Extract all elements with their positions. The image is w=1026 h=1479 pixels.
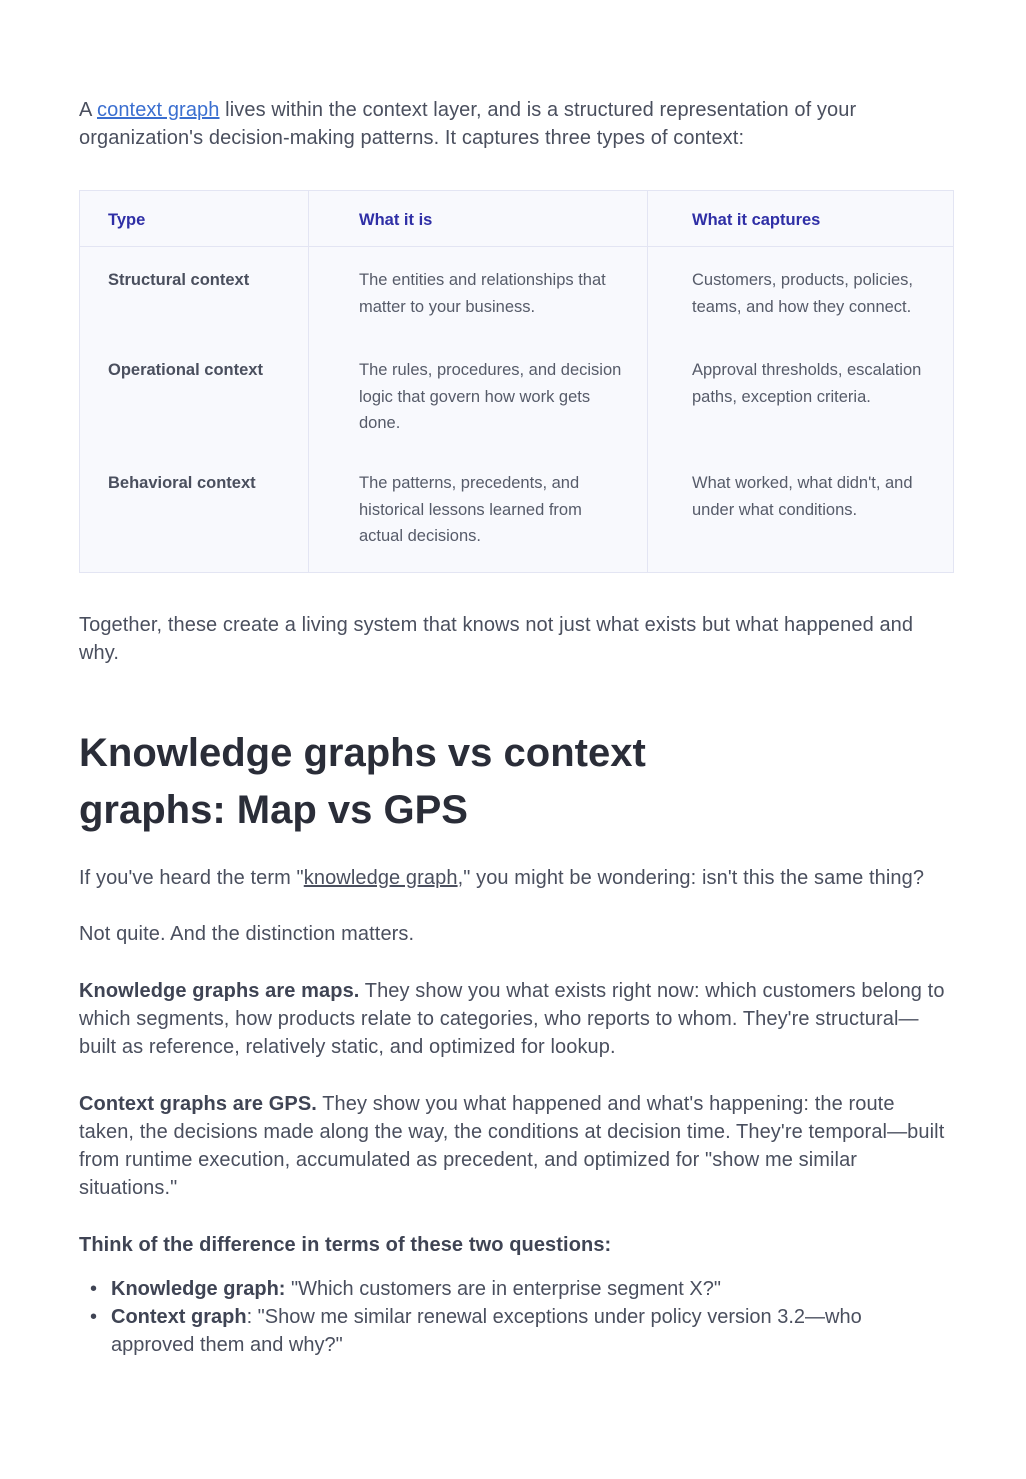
heard-paragraph xyxy=(79,864,948,892)
heard-suffix: ," you might be wondering: isn't this the same thing? xyxy=(457,867,925,889)
together-paragraph: Together, these create a living system that knows not just what exists but what happened and why. xyxy=(79,614,914,664)
cell-captures: Customers, products, policies, teams, and how they connect. xyxy=(692,271,914,316)
maps-bold: Knowledge graphs are maps. xyxy=(79,980,360,1002)
cell-captures: What worked, what didn't, and under what conditions. xyxy=(692,474,913,519)
header-what-it-is: What it is xyxy=(309,191,648,246)
header-what-it-captures: What it captures xyxy=(692,211,821,229)
list-item xyxy=(90,1303,948,1359)
not-quite-paragraph: Not quite. And the distinction matters. xyxy=(79,923,415,945)
bullet-icon: • xyxy=(90,1278,98,1300)
cell-what-it-is: The rules, procedures, and decision logic that govern how work gets done. xyxy=(309,352,648,465)
cell-type: Structural context xyxy=(80,247,309,352)
table-row xyxy=(80,247,953,352)
cell-what-it-is: The patterns, precedents, and historical lessons learned from actual decisions. xyxy=(309,465,648,572)
cell-type: Operational context xyxy=(80,352,309,465)
table-row xyxy=(80,465,953,572)
gps-paragraph xyxy=(79,1090,948,1202)
cell-what-it-is: The entities and relationships that matter to your business. xyxy=(309,247,648,352)
question-bold: Context graph xyxy=(111,1306,247,1328)
knowledge-graph-link[interactable]: knowledge graph xyxy=(303,867,458,889)
question-text: : "Show me similar renewal exceptions under policy version 3.2—who approved them and why?" xyxy=(111,1306,862,1356)
questions-list xyxy=(79,1275,948,1359)
think-paragraph: Think of the difference in terms of these two questions: xyxy=(79,1234,612,1256)
section-heading: Knowledge graphs vs context graphs: Map vs GPS xyxy=(79,731,646,832)
intro-prefix: A xyxy=(79,99,97,121)
context-graph-link[interactable]: context graph xyxy=(97,99,220,121)
gps-bold: Context graphs are GPS. xyxy=(79,1093,317,1115)
maps-paragraph xyxy=(79,977,948,1061)
question-text: "Which customers are in enterprise segment X?" xyxy=(285,1278,721,1300)
list-item xyxy=(90,1275,948,1303)
maps-text: They show you what exists right now: which customers belong to which segments, how products relate to categories, who reports to whom. They're structural—built as reference, relatively static, and optimized for lookup. xyxy=(79,980,945,1058)
table-header-row xyxy=(80,191,953,247)
context-types-table xyxy=(79,190,954,573)
table-row xyxy=(80,352,953,465)
cell-type: Behavioral context xyxy=(80,465,309,572)
bullet-icon: • xyxy=(90,1306,98,1328)
cell-captures: Approval thresholds, escalation paths, exception criteria. xyxy=(692,361,922,406)
question-bold: Knowledge graph: xyxy=(111,1278,286,1300)
header-type: Type xyxy=(80,191,309,246)
intro-suffix: lives within the context layer, and is a structured representation of your organization's decision-making patterns. It captures three types of context: xyxy=(79,99,857,149)
heard-prefix: If you've heard the term " xyxy=(79,867,304,889)
intro-paragraph xyxy=(79,96,948,152)
gps-text: They show you what happened and what's happening: the route taken, the decisions made along the way, the conditions at decision time. They're temporal—built from runtime execution, accumulated as precedent, and optimized for "show me similar situations." xyxy=(79,1093,945,1199)
